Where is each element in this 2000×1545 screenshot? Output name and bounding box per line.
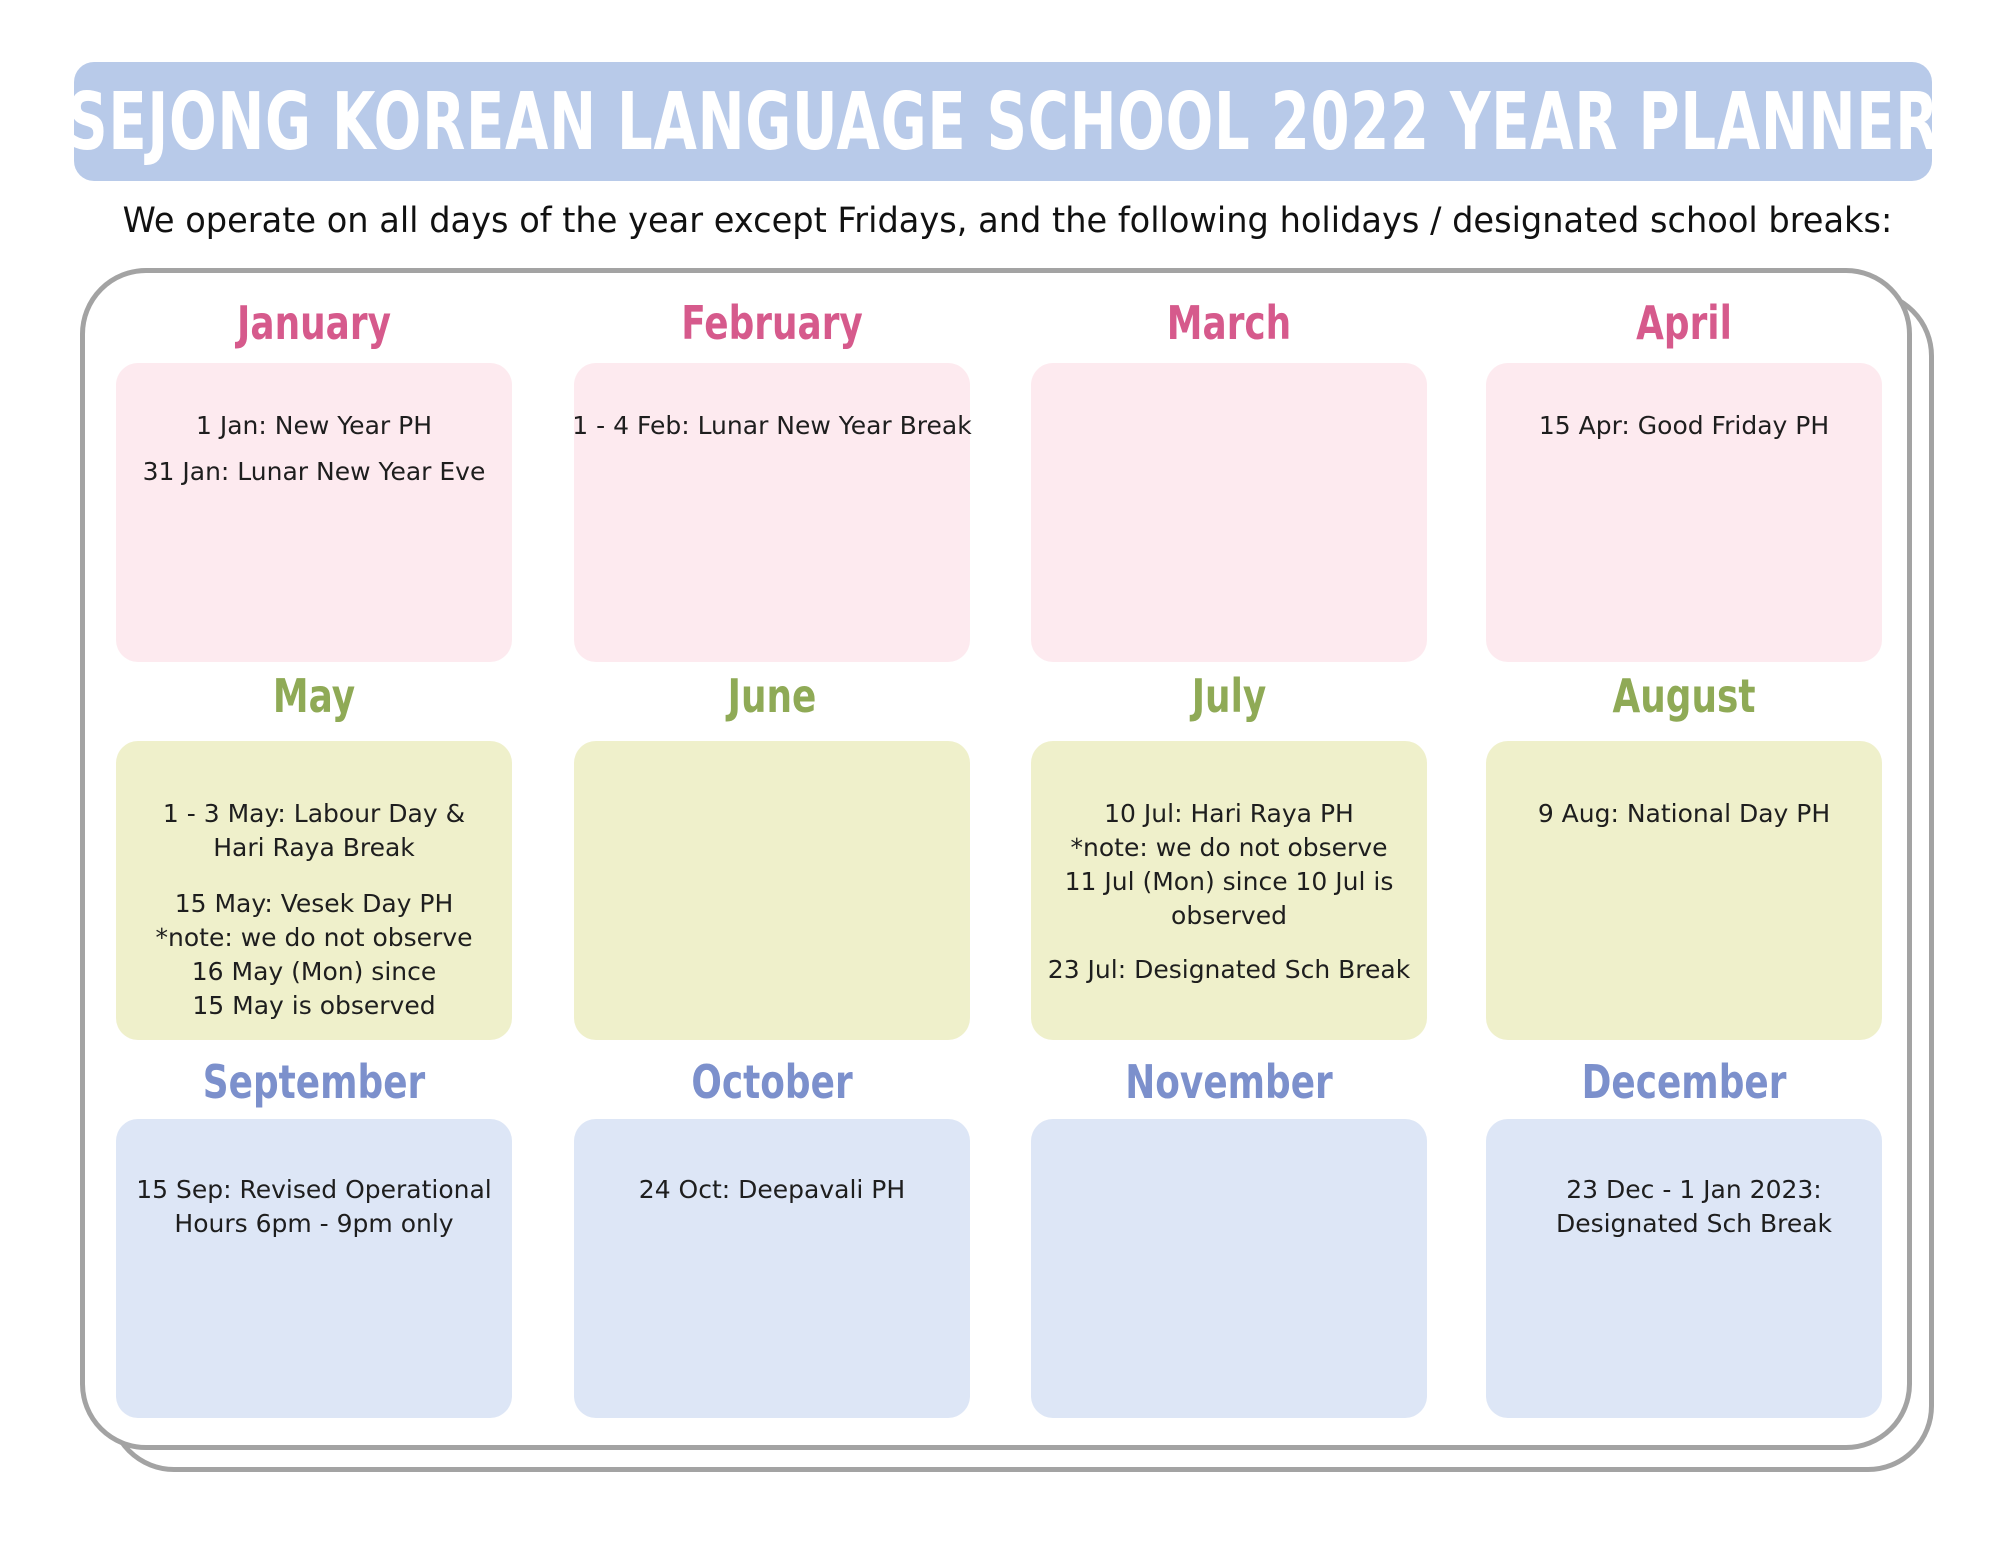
month-title-september: September: [202, 1055, 426, 1109]
month-title-august: August: [1612, 669, 1756, 723]
month-box-september: [116, 1119, 512, 1418]
month-title-october: October: [691, 1055, 853, 1109]
month-box-august: [1486, 741, 1882, 1040]
month-box-march: [1031, 363, 1427, 662]
month-box-february: [574, 363, 970, 662]
entry: 10 Jul: Hari Raya PH *note: we do not observe 11 Jul (Mon) since 10 Jul is observed: [1064, 799, 1394, 930]
month-box-july: [1031, 741, 1427, 1040]
month-box-december: [1486, 1119, 1882, 1418]
month-box-january: [116, 363, 512, 662]
page-title: SEJONG KOREAN LANGUAGE SCHOOL 2022 YEAR PLANNER: [67, 75, 1939, 168]
entry: 24 Oct: Deepavali PH: [638, 1175, 906, 1204]
entry: 9 Aug: National Day PH: [1537, 799, 1831, 828]
month-title-march: March: [1166, 296, 1292, 350]
month-title-december: December: [1581, 1055, 1787, 1109]
month-box-april: [1486, 363, 1882, 662]
month-box-june: [574, 741, 970, 1040]
entry: 31 Jan: Lunar New Year Eve: [142, 457, 486, 486]
month-box-may: [116, 741, 512, 1040]
month-box-november: [1031, 1119, 1427, 1418]
month-title-april: April: [1636, 296, 1732, 350]
entry: 15 Apr: Good Friday PH: [1538, 411, 1830, 440]
entry: 23 Dec - 1 Jan 2023: Designated Sch Break: [1555, 1175, 1833, 1238]
month-title-july: July: [1191, 669, 1267, 723]
entry: 1 - 3 May: Labour Day & Hari Raya Break: [162, 799, 466, 862]
entry: 15 May: Vesek Day PH *note: we do not observe 16 May (Mon) since 15 May is observed: [155, 889, 473, 1020]
month-title-january: January: [237, 296, 391, 350]
entry: 1 - 4 Feb: Lunar New Year Break: [572, 411, 972, 440]
entry: 1 Jan: New Year PH: [196, 411, 432, 440]
entry: 15 Sep: Revised Operational Hours 6pm - 9pm only: [136, 1175, 492, 1238]
entry: 23 Jul: Designated Sch Break: [1047, 955, 1411, 984]
month-title-may: May: [272, 669, 356, 723]
month-box-october: [574, 1119, 970, 1418]
month-title-november: November: [1125, 1055, 1333, 1109]
subtitle: We operate on all days of the year except Fridays, and the following holidays / designated school breaks:: [122, 201, 1893, 241]
month-title-february: February: [681, 296, 863, 350]
month-title-june: June: [727, 669, 817, 723]
title-banner: [67, 62, 1939, 181]
